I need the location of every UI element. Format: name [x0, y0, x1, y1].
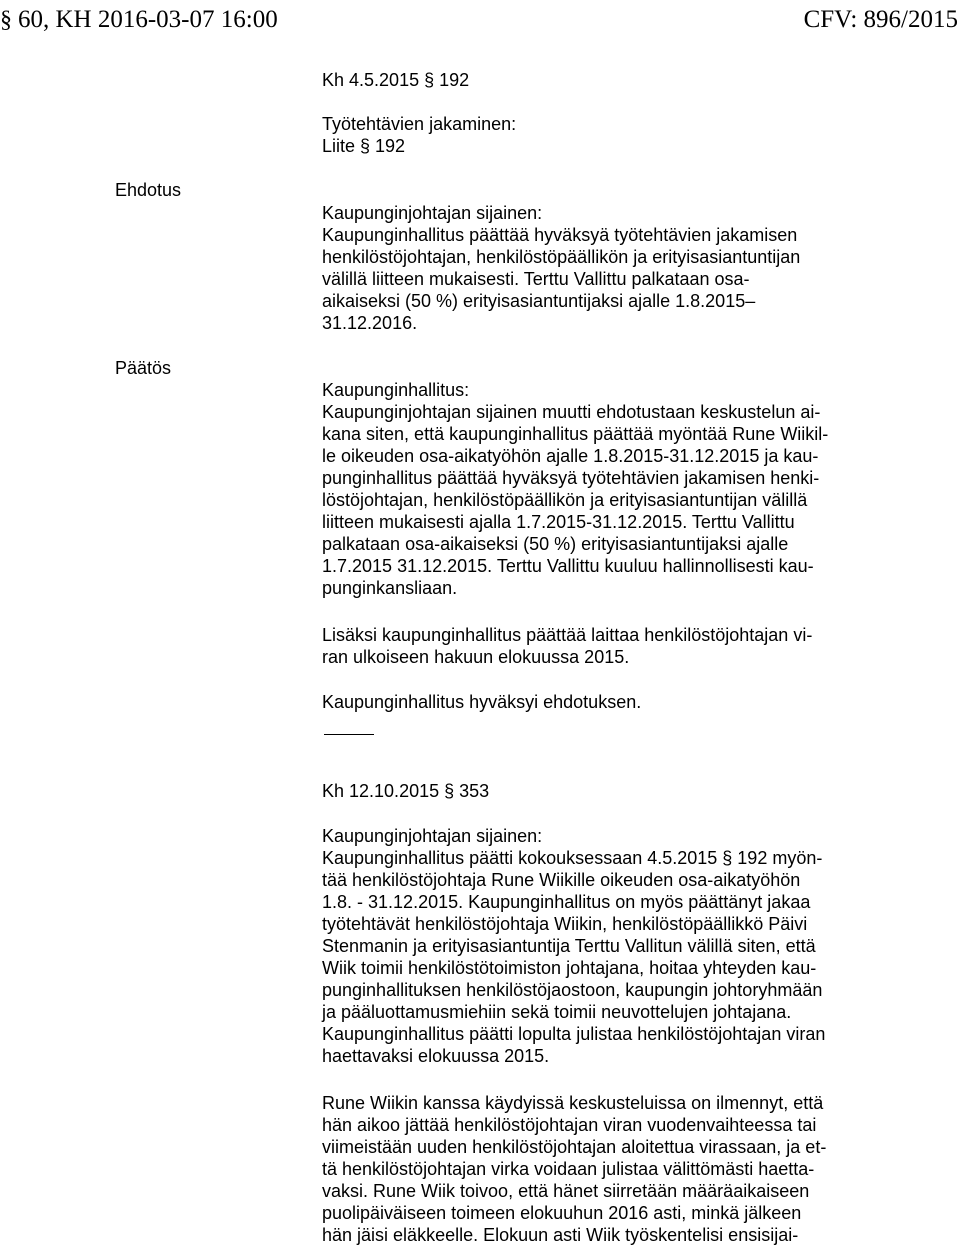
agenda-title: Työtehtävien jakaminen:	[322, 114, 517, 134]
header-right: CFV: 896/2015	[803, 6, 958, 33]
page-header	[0, 6, 960, 40]
text-line: 1.7.2015 31.12.2015. Terttu Vallittu kuuluu hallinnollisesti kau-	[322, 556, 814, 576]
text-line: Wiik toimii henkilöstötoimiston johtajana, hoitaa yhteyden kau-	[322, 958, 817, 978]
text-line: haettavaksi elokuussa 2015.	[322, 1046, 550, 1066]
text-line: välillä liitteen mukaisesti. Terttu Vallittu palkataan osa-	[322, 269, 750, 289]
text-line: Rune Wiikin kanssa käydyissä keskusteluissa on ilmennyt, että	[322, 1093, 824, 1113]
text-line: viimeistään uuden henkilöstöjohtajan aloitettua virassaan, ja et-	[322, 1137, 827, 1157]
text-line: aikaiseksi (50 %) erityisasiantuntijaksi ajalle 1.8.2015–	[322, 291, 756, 311]
text-line: ran ulkoiseen hakuun elokuussa 2015.	[322, 647, 630, 667]
attachment-ref: Liite § 192	[322, 136, 406, 156]
label-paatos: Päätös	[115, 358, 172, 378]
text-line: Kaupunginhallitus päättää hyväksyä työtehtävien jakamisen	[322, 225, 798, 245]
section-sign-icon: §	[0, 7, 12, 33]
label-ehdotus: Ehdotus	[115, 180, 182, 200]
text-line: punginkansliaan.	[322, 578, 458, 598]
text-line: 31.12.2016.	[322, 313, 418, 333]
text-line: henkilöstöjohtajan, henkilöstöpäällikön ja erityisasiantuntijan	[322, 247, 801, 267]
text-line: 1.8. - 31.12.2015. Kaupunginhallitus on myös päättänyt jakaa	[322, 892, 811, 912]
separator-line	[324, 734, 374, 735]
text-line: Kaupunginhallitus päätti kokouksessaan 4.5.2015 § 192 myön-	[322, 848, 823, 868]
text-line: liitteen mukaisesti ajalla 1.7.2015-31.12.2015. Terttu Vallittu	[322, 512, 795, 532]
text-line: puolipäiväiseen toimeen elokuuhun 2016 asti, minkä jälkeen	[322, 1203, 802, 1223]
text-line: löstöjohtajan, henkilöstöpäällikön ja erityisasiantuntijan välillä	[322, 490, 808, 510]
header-left	[0, 6, 278, 34]
text-line: punginhallituksen henkilöstöjaostoon, kaupungin johtoryhmään	[322, 980, 823, 1000]
text-line: tää henkilöstöjohtaja Rune Wiikille oikeuden osa-aikatyöhön	[322, 870, 801, 890]
meeting-ref: Kh 4.5.2015 § 192	[322, 70, 470, 90]
approval-statement: Kaupunginhallitus hyväksyi ehdotuksen.	[322, 692, 642, 712]
meeting-ref-2: Kh 12.10.2015 § 353	[322, 781, 490, 801]
proposal-heading-2: Kaupunginjohtajan sijainen:	[322, 826, 543, 846]
text-line: työtehtävät henkilöstöjohtaja Wiikin, henkilöstöpäällikkö Päivi	[322, 914, 808, 934]
text-line: kana siten, että kaupunginhallitus päättää myöntää Rune Wiikil-	[322, 424, 829, 444]
decision-heading: Kaupunginhallitus:	[322, 380, 470, 400]
text-line: hän jäisi eläkkeelle. Elokuun asti Wiik työskentelisi ensisijai-	[322, 1225, 799, 1245]
header-left-text: 60, KH 2016-03-07 16:00	[18, 6, 278, 33]
text-line: Kaupunginhallitus päätti lopulta julistaa henkilöstöjohtajan viran	[322, 1024, 826, 1044]
proposal-heading: Kaupunginjohtajan sijainen:	[322, 203, 543, 223]
text-line: Stenmanin ja erityisasiantuntija Terttu Vallitun välillä siten, että	[322, 936, 816, 956]
text-line: le oikeuden osa-aikatyöhön ajalle 1.8.2015-31.12.2015 ja kau-	[322, 446, 819, 466]
text-line: palkataan osa-aikaiseksi (50 %) erityisasiantuntijaksi ajalle	[322, 534, 789, 554]
text-line: punginhallitus päättää hyväksyä työtehtävien jakamisen henki-	[322, 468, 820, 488]
text-line: vaksi. Rune Wiik toivoo, että hänet siirretään määräaikaiseen	[322, 1181, 810, 1201]
text-line: tä henkilöstöjohtajan virka voidaan julistaa välittömästi haetta-	[322, 1159, 815, 1179]
text-line: hän aikoo jättää henkilöstöjohtajan viran vuodenvaihteessa tai	[322, 1115, 817, 1135]
text-line: ja pääluottamusmiehiin sekä toimii neuvottelujen johtajana.	[322, 1002, 792, 1022]
text-line: Kaupunginjohtajan sijainen muutti ehdotustaan keskustelun ai-	[322, 402, 821, 422]
text-line: Lisäksi kaupunginhallitus päättää laittaa henkilöstöjohtajan vi-	[322, 625, 813, 645]
